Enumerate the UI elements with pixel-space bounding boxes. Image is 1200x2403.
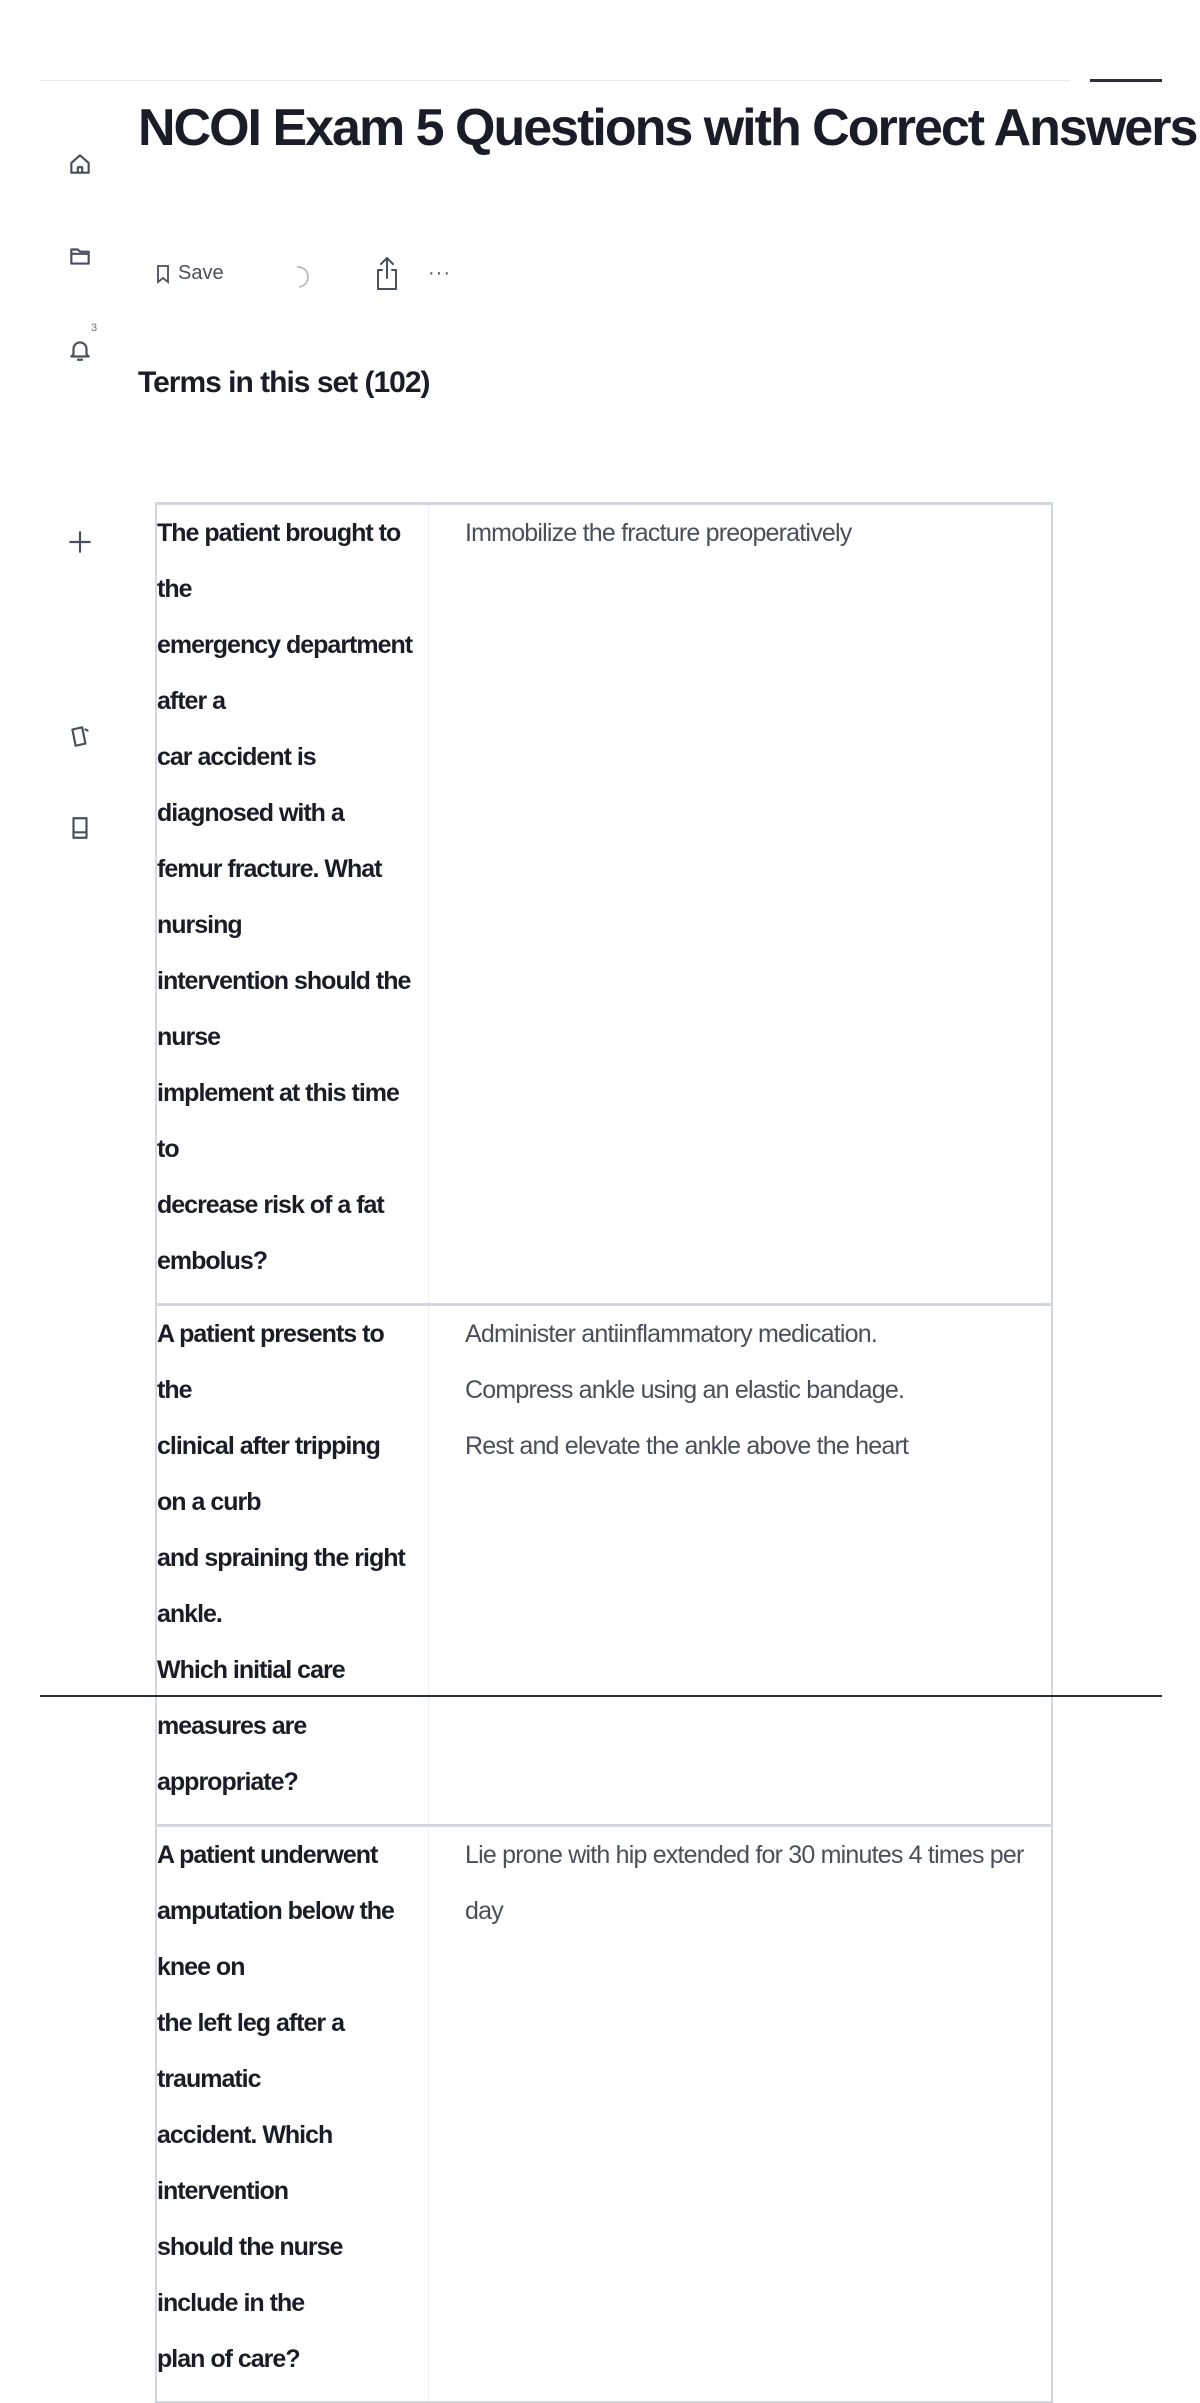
more-options-icon[interactable]: ···: [428, 262, 451, 284]
term-question: [157, 1827, 429, 2401]
plus-icon[interactable]: [66, 528, 94, 556]
save-label: Save: [178, 262, 224, 284]
question-line: The patient brought to the: [157, 519, 401, 603]
term-question: [157, 505, 429, 1303]
loading-spinner-icon: [291, 264, 311, 297]
question-line: Which initial care measures are: [157, 1656, 345, 1740]
folder-icon[interactable]: [66, 242, 94, 270]
question-line: femur fracture. What nursing: [157, 855, 382, 939]
bottom-divider: [40, 1695, 1162, 1697]
home-icon[interactable]: [66, 150, 94, 178]
terms-list: [155, 504, 1053, 2403]
question-line: intervention should the nurse: [157, 967, 411, 1051]
question-line: implement at this time to: [157, 1079, 399, 1163]
term-question: [157, 1306, 429, 1824]
answer-line: Rest and elevate the ankle above the heart: [465, 1432, 909, 1460]
question-line: car accident is diagnosed with a: [157, 743, 344, 827]
book-icon[interactable]: [66, 814, 94, 842]
answer-line: Compress ankle using an elastic bandage.: [465, 1376, 905, 1404]
question-line: A patient presents to the: [157, 1320, 384, 1404]
term-card[interactable]: [155, 1303, 1053, 1826]
question-line: the left leg after a traumatic: [157, 2009, 344, 2093]
share-icon[interactable]: [374, 256, 400, 297]
question-line: clinical after tripping on a curb: [157, 1432, 380, 1516]
answer-line: Lie prone with hip extended for 30 minutes 4 times per day: [465, 1841, 1024, 1925]
question-line: emergency department after a: [157, 631, 413, 715]
question-line: plan of care?: [157, 2345, 300, 2373]
page-title: NCOI Exam 5 Questions with Correct Answers: [138, 99, 1197, 157]
question-line: should the nurse include in the: [157, 2233, 343, 2317]
top-divider-accent: [1090, 79, 1162, 82]
terms-heading: Terms in this set (102): [138, 366, 430, 399]
question-line: appropriate?: [157, 1768, 298, 1796]
top-divider: [40, 80, 1070, 81]
answer-line: Administer antiinflammatory medication.: [465, 1320, 878, 1348]
question-line: decrease risk of a fat embolus?: [157, 1191, 384, 1275]
question-line: amputation below the knee on: [157, 1897, 394, 1981]
notification-count: 3: [91, 322, 98, 334]
cards-icon[interactable]: [66, 722, 94, 750]
bookmark-icon: [156, 264, 170, 284]
answer-line: Immobilize the fracture preoperatively: [465, 519, 852, 547]
save-button[interactable]: [156, 262, 224, 285]
term-answer: [429, 505, 1051, 1303]
term-card[interactable]: [155, 502, 1053, 1305]
term-answer: [429, 1306, 1051, 1824]
question-line: A patient underwent: [157, 1841, 378, 1869]
bell-icon[interactable]: [66, 336, 94, 364]
question-line: and spraining the right ankle.: [157, 1544, 405, 1628]
term-answer: [429, 1827, 1051, 2401]
question-line: accident. Which intervention: [157, 2121, 333, 2205]
term-card[interactable]: [155, 1824, 1053, 2403]
